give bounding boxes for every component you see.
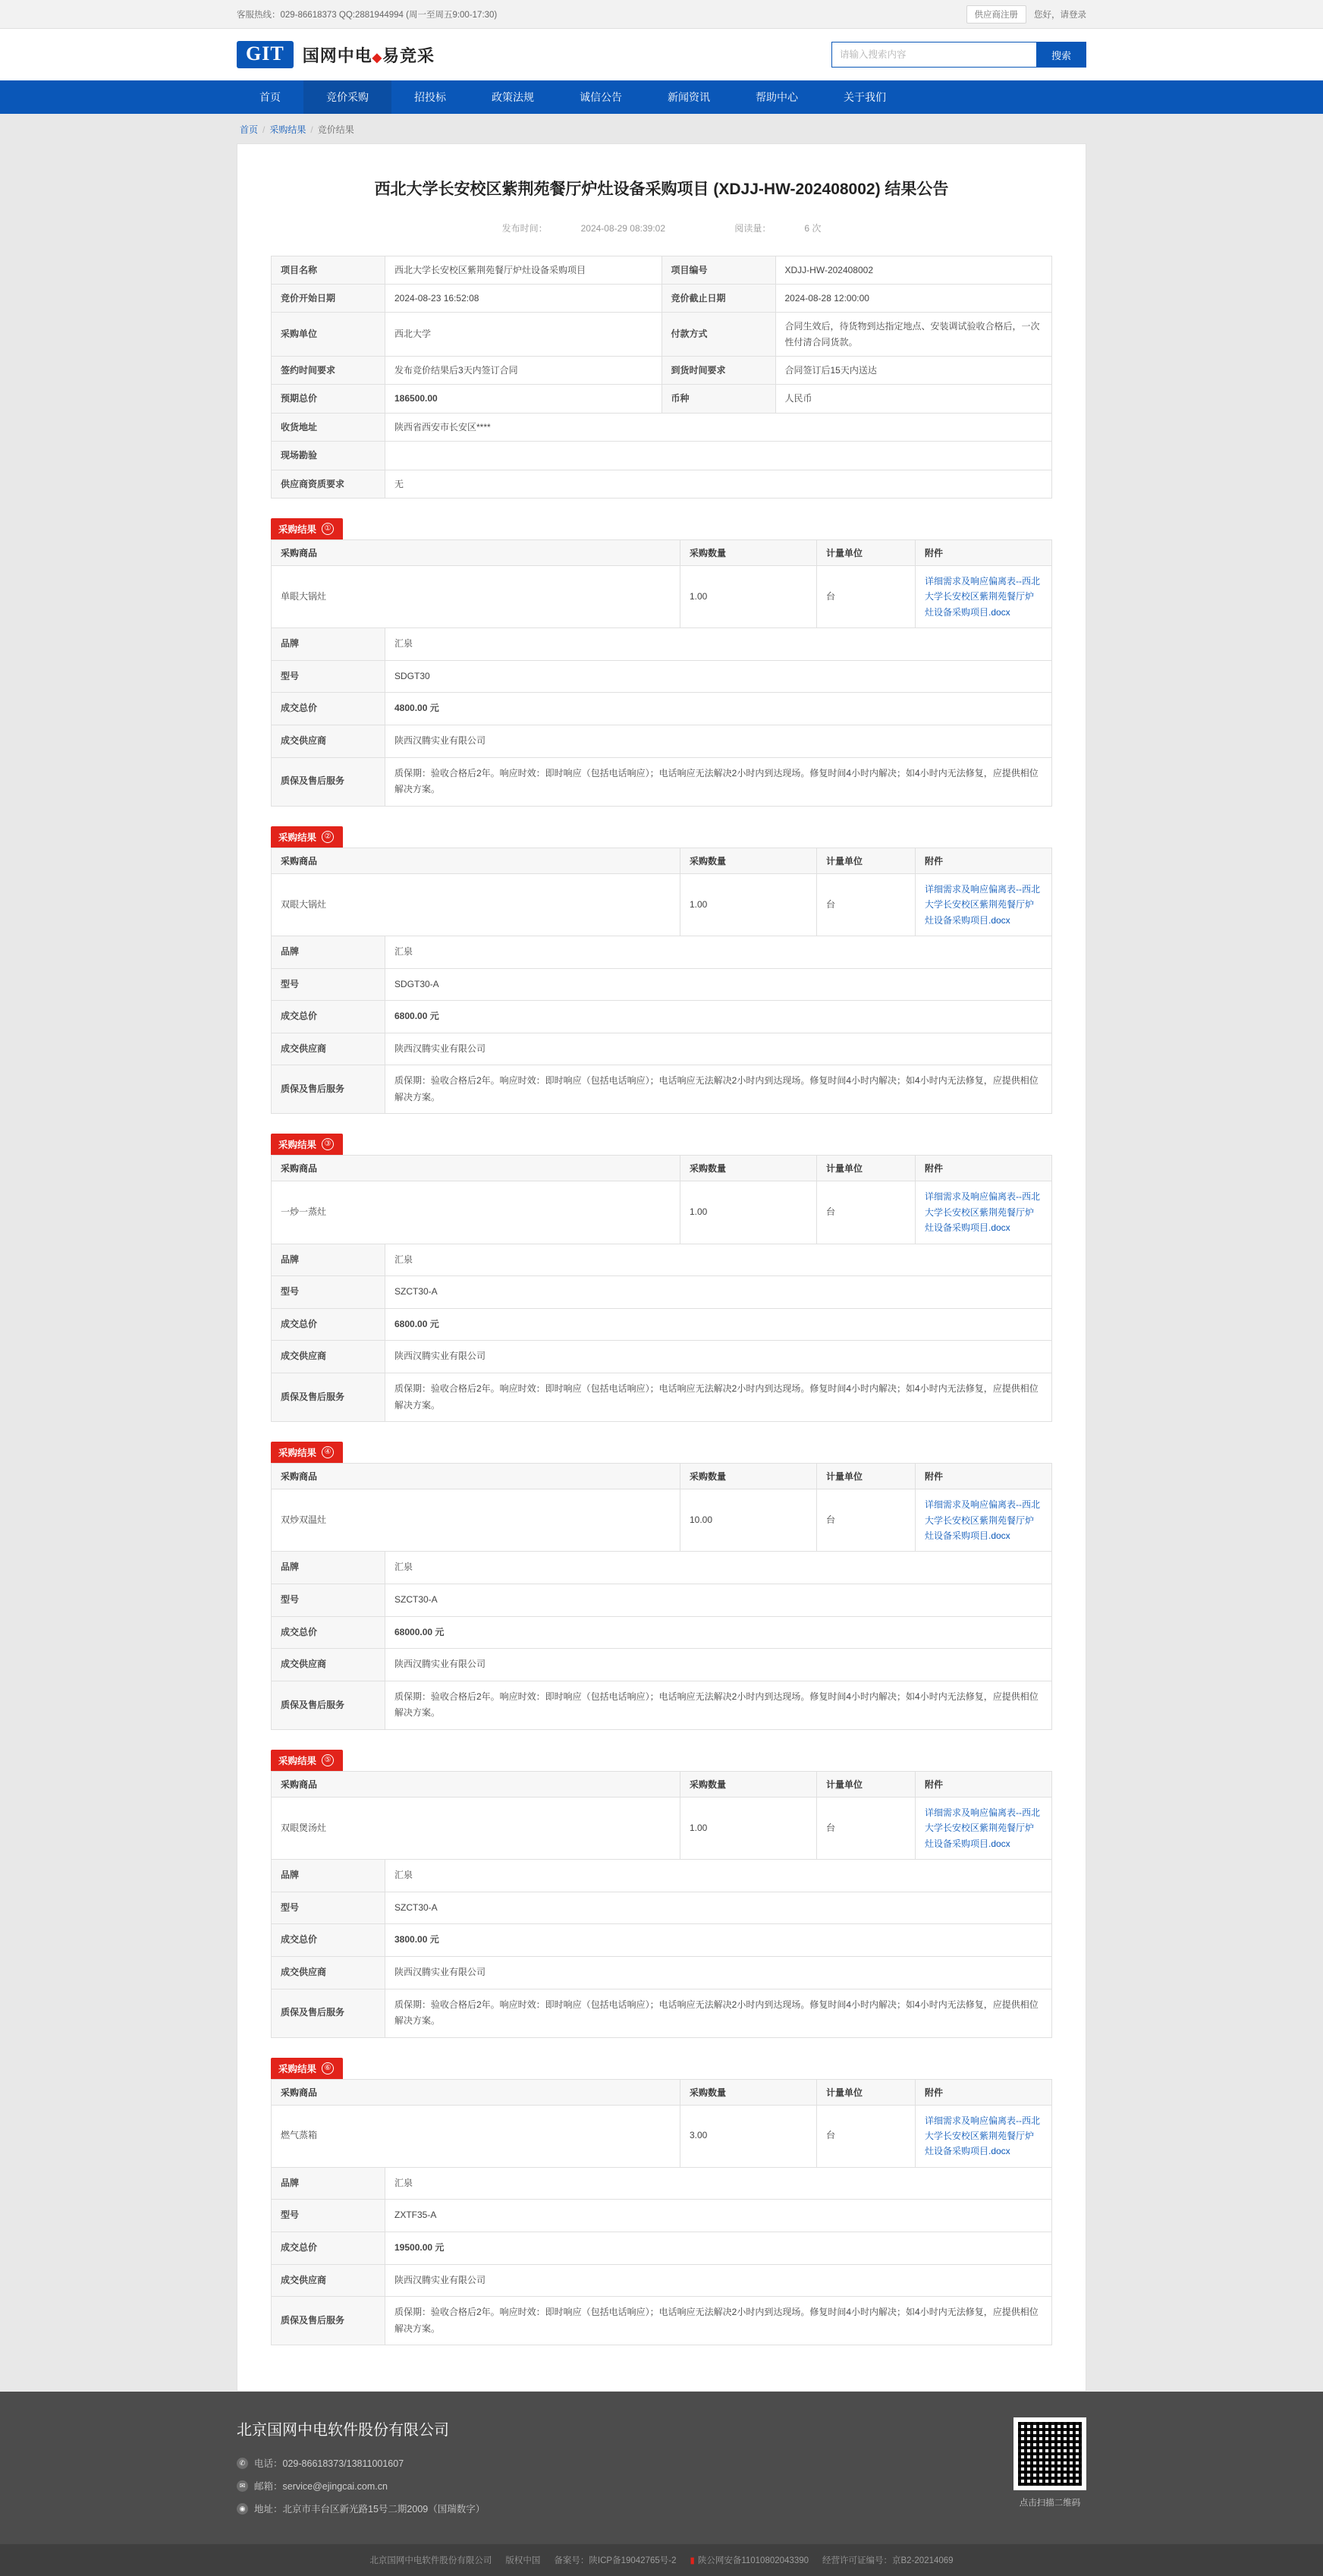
- result-index-badge: ⑤: [322, 1754, 334, 1766]
- info-value: 无: [385, 470, 1052, 498]
- copyright-rights: 版权中国: [505, 2556, 541, 2566]
- footer-phone: ✆ 电话：029-86618373/13811001607: [237, 2456, 485, 2470]
- column-header: 附件: [916, 540, 1052, 566]
- result-block: [271, 826, 1052, 1115]
- detail-row: [272, 1373, 1052, 1422]
- result-tag: [271, 1750, 343, 1771]
- nav-item-3[interactable]: 政策法规: [492, 91, 534, 103]
- detail-value-supplier: 陕西汉腾实业有限公司: [385, 1956, 1052, 1989]
- detail-value-model: SDGT30: [385, 660, 1052, 693]
- detail-label-supplier: 成交供应商: [272, 2264, 385, 2297]
- result-index-badge: ②: [322, 831, 334, 843]
- result-table: [271, 539, 1052, 807]
- result-block: [271, 1134, 1052, 1422]
- detail-row: [272, 628, 1052, 661]
- detail-value-total: 6800.00 元: [385, 1308, 1052, 1341]
- detail-value-service: 质保期：验收合格后2年。响应时效：即时响应（包括电话响应）；电话响应无法解决2小时内到达现场。修复时间4小时内解决；如4小时内无法修复，应提供相位解决方案。: [385, 1373, 1052, 1422]
- detail-value-total: 68000.00 元: [385, 1616, 1052, 1649]
- detail-label-supplier: 成交供应商: [272, 1649, 385, 1681]
- nav-item-4[interactable]: 诚信公告: [580, 91, 622, 103]
- column-header: 采购数量: [680, 1771, 817, 1797]
- detail-value-model: SZCT30-A: [385, 1892, 1052, 1924]
- detail-row: [272, 660, 1052, 693]
- goods-name: 一炒一蒸灶: [272, 1181, 680, 1244]
- column-header: 计量单位: [817, 1464, 916, 1489]
- site-header: [0, 29, 1323, 80]
- brand-title: 国网中电◆易竞采: [302, 46, 435, 65]
- detail-row: [272, 2297, 1052, 2345]
- detail-value-service: 质保期：验收合格后2年。响应时效：即时响应（包括电话响应）；电话响应无法解决2小时内到达现场。修复时间4小时内解决；如4小时内无法修复，应提供相位解决方案。: [385, 1065, 1052, 1114]
- info-label: 签约时间要求: [272, 357, 385, 385]
- column-header: 附件: [916, 1156, 1052, 1181]
- result-index-badge: ④: [322, 1446, 334, 1458]
- detail-row: [272, 2264, 1052, 2297]
- nav-item-7[interactable]: 关于我们: [844, 91, 886, 103]
- result-table: [271, 1155, 1052, 1422]
- info-row: [272, 385, 1052, 413]
- detail-label-service: 质保及售后服务: [272, 1681, 385, 1729]
- result-block: [271, 1442, 1052, 1730]
- info-value: 人民币: [775, 385, 1052, 413]
- result-index-badge: ③: [322, 1138, 334, 1150]
- detail-row: [272, 1001, 1052, 1033]
- goods-name: 燃气蒸箱: [272, 2105, 680, 2167]
- detail-value-supplier: 陕西汉腾实业有限公司: [385, 1033, 1052, 1065]
- detail-row: [272, 1065, 1052, 1114]
- column-header: 附件: [916, 1771, 1052, 1797]
- info-label: 竞价截止日期: [662, 284, 775, 312]
- detail-row: [272, 1308, 1052, 1341]
- doc-meta: 发布时间： 2024-08-29 08:39:02 阅读量： 6 次: [501, 222, 822, 234]
- column-header: 计量单位: [817, 848, 916, 873]
- login-greeting[interactable]: 您好，请登录: [1034, 10, 1086, 20]
- goods-row: [272, 1797, 1052, 1859]
- copyright-company: 北京国网中电软件股份有限公司: [369, 2556, 492, 2566]
- info-label: 项目编号: [662, 256, 775, 284]
- goods-row: [272, 1489, 1052, 1552]
- goods-quantity: 1.00: [680, 566, 817, 628]
- result-table: [271, 2079, 1052, 2346]
- detail-row: [272, 1244, 1052, 1276]
- hotline-text: 客服热线：029-86618373 QQ:2881944994 (周一至周五9:00-17:30): [237, 10, 498, 20]
- detail-value-supplier: 陕西汉腾实业有限公司: [385, 1341, 1052, 1373]
- phone-icon: ✆: [237, 2458, 248, 2469]
- column-header: 采购商品: [272, 848, 680, 873]
- goods-name: 双眼煲汤灶: [272, 1797, 680, 1859]
- detail-label-model: 型号: [272, 2200, 385, 2232]
- logo-mark: GIT: [237, 41, 294, 68]
- result-header-row: [272, 1464, 1052, 1489]
- attachment-cell: [916, 873, 1052, 936]
- footer-company: 北京国网中电软件股份有限公司: [237, 2422, 449, 2439]
- result-index-badge: ①: [322, 523, 334, 535]
- detail-row: [272, 725, 1052, 757]
- detail-value-model: SDGT30-A: [385, 968, 1052, 1001]
- result-header-row: [272, 540, 1052, 566]
- info-value: 2024-08-28 12:00:00: [775, 284, 1052, 312]
- info-row: [272, 470, 1052, 498]
- result-header-row: [272, 1156, 1052, 1181]
- info-value: 186500.00: [385, 385, 662, 413]
- detail-label-model: 型号: [272, 1584, 385, 1616]
- attachment-cell: [916, 1181, 1052, 1244]
- attachment-cell: [916, 1489, 1052, 1552]
- detail-label-service: 质保及售后服务: [272, 1989, 385, 2037]
- detail-value-supplier: 陕西汉腾实业有限公司: [385, 725, 1052, 757]
- goods-row: [272, 566, 1052, 628]
- goods-quantity: 3.00: [680, 2105, 817, 2167]
- detail-value-service: 质保期：验收合格后2年。响应时效：即时响应（包括电话响应）；电话响应无法解决2小时内到达现场。修复时间4小时内解决；如4小时内无法修复，应提供相位解决方案。: [385, 1681, 1052, 1729]
- info-row: [272, 256, 1052, 284]
- result-tag: [271, 518, 343, 539]
- attachment-link[interactable]: 详细需求及响应偏离表--西北大学长安校区紫荆苑餐厅炉灶设备采购项目.docx: [925, 576, 1040, 618]
- column-header: 采购商品: [272, 1464, 680, 1489]
- result-block: [271, 1750, 1052, 2038]
- diamond-icon: ◆: [372, 51, 383, 64]
- column-header: 附件: [916, 2079, 1052, 2105]
- info-label: 供应商资质要求: [272, 470, 385, 498]
- result-table: [271, 1771, 1052, 2038]
- detail-row: [272, 1341, 1052, 1373]
- detail-value-service: 质保期：验收合格后2年。响应时效：即时响应（包括电话响应）；电话响应无法解决2小时内到达现场。修复时间4小时内解决；如4小时内无法修复，应提供相位解决方案。: [385, 2297, 1052, 2345]
- detail-row: [272, 1584, 1052, 1616]
- detail-row: [272, 757, 1052, 806]
- detail-row: [272, 1956, 1052, 1989]
- detail-label-brand: 品牌: [272, 936, 385, 968]
- info-label: 预期总价: [272, 385, 385, 413]
- detail-value-model: SZCT30-A: [385, 1276, 1052, 1309]
- detail-label-total: 成交总价: [272, 2232, 385, 2265]
- result-tag: [271, 826, 343, 848]
- detail-value-service: 质保期：验收合格后2年。响应时效：即时响应（包括电话响应）；电话响应无法解决2小时内到达现场。修复时间4小时内解决；如4小时内无法修复，应提供相位解决方案。: [385, 757, 1052, 806]
- qr-caption: 点击扫描二维码: [1019, 2499, 1081, 2508]
- column-header: 采购商品: [272, 540, 680, 566]
- detail-row: [272, 1681, 1052, 1729]
- goods-unit: 台: [817, 873, 916, 936]
- column-header: 采购商品: [272, 2079, 680, 2105]
- result-tag-label: 采购结果: [278, 524, 317, 536]
- goods-name: 双炒双温灶: [272, 1489, 680, 1552]
- detail-label-supplier: 成交供应商: [272, 1956, 385, 1989]
- detail-row: [272, 1989, 1052, 2037]
- info-value: 合同生效后，待货物到达指定地点、安装调试验收合格后，一次性付清合同货款。: [775, 313, 1052, 357]
- result-tag-label: 采购结果: [278, 1140, 317, 1151]
- detail-row: [272, 2232, 1052, 2265]
- goods-unit: 台: [817, 1797, 916, 1859]
- goods-row: [272, 2105, 1052, 2167]
- breadcrumb-item-current: 竞价结果: [317, 124, 354, 135]
- info-value: 2024-08-23 16:52:08: [385, 284, 662, 312]
- detail-label-model: 型号: [272, 1276, 385, 1309]
- detail-value-total: 4800.00 元: [385, 693, 1052, 725]
- column-header: 采购数量: [680, 1156, 817, 1181]
- detail-value-brand: 汇泉: [385, 2167, 1052, 2200]
- detail-row: [272, 2167, 1052, 2200]
- detail-label-total: 成交总价: [272, 693, 385, 725]
- column-header: 附件: [916, 1464, 1052, 1489]
- detail-row: [272, 1552, 1052, 1584]
- goods-name: 双眼大锅灶: [272, 873, 680, 936]
- detail-row: [272, 936, 1052, 968]
- view-count: 6 次: [804, 222, 822, 234]
- info-row: [272, 442, 1052, 470]
- attachment-cell: [916, 2105, 1052, 2167]
- result-block: [271, 518, 1052, 807]
- attachment-link[interactable]: 详细需求及响应偏离表--西北大学长安校区紫荆苑餐厅炉灶设备采购项目.docx: [925, 1191, 1040, 1234]
- info-value: 合同签订后15天内送达: [775, 357, 1052, 385]
- info-label: 竞价开始日期: [272, 284, 385, 312]
- detail-row: [272, 2200, 1052, 2232]
- detail-row: [272, 1616, 1052, 1649]
- column-header: 采购数量: [680, 848, 817, 873]
- attachment-cell: [916, 566, 1052, 628]
- business-license: 经营许可证编号：京B2-20214069: [822, 2556, 954, 2566]
- result-tag-label: 采购结果: [278, 2063, 317, 2074]
- detail-label-supplier: 成交供应商: [272, 725, 385, 757]
- info-label: 现场勘验: [272, 442, 385, 470]
- nav-item-2[interactable]: 招投标: [414, 91, 446, 103]
- detail-value-brand: 汇泉: [385, 1860, 1052, 1892]
- detail-label-service: 质保及售后服务: [272, 1065, 385, 1114]
- footer-email: ✉ 邮箱：service@ejingcai.com.cn: [237, 2479, 485, 2493]
- page-title: 西北大学长安校区紫荆苑餐厅炉灶设备采购项目 (XDJJ-HW-202408002) 结果公告: [374, 181, 949, 198]
- info-value: 西北大学: [385, 313, 662, 357]
- detail-label-service: 质保及售后服务: [272, 757, 385, 806]
- info-label: 收货地址: [272, 413, 385, 441]
- info-value: 陕西省西安市长安区****: [385, 413, 1052, 441]
- result-tag: [271, 2058, 343, 2079]
- detail-label-brand: 品牌: [272, 2167, 385, 2200]
- column-header: 采购数量: [680, 1464, 817, 1489]
- detail-value-brand: 汇泉: [385, 628, 1052, 661]
- detail-label-model: 型号: [272, 1892, 385, 1924]
- goods-quantity: 1.00: [680, 1797, 817, 1859]
- column-header: 计量单位: [817, 1156, 916, 1181]
- info-value: XDJJ-HW-202408002: [775, 256, 1052, 284]
- detail-row: [272, 693, 1052, 725]
- breadcrumb-item-home[interactable]: 首页: [240, 124, 259, 135]
- qr-code-block[interactable]: [1013, 2417, 1086, 2508]
- search-box[interactable]: [831, 42, 1086, 68]
- info-label: 项目名称: [272, 256, 385, 284]
- nav-item-6[interactable]: 帮助中心: [756, 91, 798, 103]
- detail-value-model: ZXTF35-A: [385, 2200, 1052, 2232]
- attachment-cell: [916, 1797, 1052, 1859]
- result-tag-label: 采购结果: [278, 1755, 317, 1766]
- detail-value-service: 质保期：验收合格后2年。响应时效：即时响应（包括电话响应）；电话响应无法解决2小时内到达现场。修复时间4小时内解决；如4小时内无法修复，应提供相位解决方案。: [385, 1989, 1052, 2037]
- detail-label-service: 质保及售后服务: [272, 2297, 385, 2345]
- result-header-row: [272, 2079, 1052, 2105]
- detail-row: [272, 1033, 1052, 1065]
- goods-row: [272, 873, 1052, 936]
- detail-value-total: 3800.00 元: [385, 1924, 1052, 1957]
- info-value: [385, 442, 1052, 470]
- column-header: 采购商品: [272, 1156, 680, 1181]
- detail-value-brand: 汇泉: [385, 936, 1052, 968]
- column-header: 计量单位: [817, 1771, 916, 1797]
- result-header-row: [272, 1771, 1052, 1797]
- info-label: 到货时间要求: [662, 357, 775, 385]
- result-index-badge: ⑥: [322, 2062, 334, 2074]
- copyright-bar: [0, 2544, 1323, 2576]
- search-input[interactable]: [831, 42, 1036, 68]
- goods-name: 单眼大锅灶: [272, 566, 680, 628]
- result-table: [271, 1463, 1052, 1730]
- detail-row: [272, 968, 1052, 1001]
- column-header: 采购数量: [680, 2079, 817, 2105]
- announcement-card: [237, 143, 1086, 2392]
- detail-value-supplier: 陕西汉腾实业有限公司: [385, 1649, 1052, 1681]
- column-header: 采购数量: [680, 540, 817, 566]
- info-row: [272, 357, 1052, 385]
- detail-row: [272, 1649, 1052, 1681]
- nav-item-1[interactable]: 竞价采购: [303, 80, 391, 114]
- result-tag: [271, 1442, 343, 1463]
- goods-unit: 台: [817, 1181, 916, 1244]
- info-value: 发布竞价结果后3天内签订合同: [385, 357, 662, 385]
- goods-quantity: 1.00: [680, 873, 817, 936]
- detail-label-total: 成交总价: [272, 1924, 385, 1957]
- detail-row: [272, 1924, 1052, 1957]
- detail-label-total: 成交总价: [272, 1308, 385, 1341]
- goods-unit: 台: [817, 2105, 916, 2167]
- attachment-link[interactable]: 详细需求及响应偏离表--西北大学长安校区紫荆苑餐厅炉灶设备采购项目.docx: [925, 1807, 1040, 1849]
- info-label: 币种: [662, 385, 775, 413]
- detail-value-total: 6800.00 元: [385, 1001, 1052, 1033]
- detail-label-model: 型号: [272, 660, 385, 693]
- main-nav: [0, 80, 1323, 114]
- utility-bar: [0, 0, 1323, 29]
- mail-icon: ✉: [237, 2480, 248, 2492]
- detail-label-service: 质保及售后服务: [272, 1373, 385, 1422]
- result-header-row: [272, 848, 1052, 873]
- detail-row: [272, 1892, 1052, 1924]
- site-footer: [0, 2392, 1323, 2544]
- goods-row: [272, 1181, 1052, 1244]
- attachment-link[interactable]: 详细需求及响应偏离表--西北大学长安校区紫荆苑餐厅炉灶设备采购项目.docx: [925, 1499, 1040, 1541]
- attachment-link[interactable]: 详细需求及响应偏离表--西北大学长安校区紫荆苑餐厅炉灶设备采购项目.docx: [925, 883, 1040, 926]
- result-table: [271, 848, 1052, 1115]
- detail-label-total: 成交总价: [272, 1616, 385, 1649]
- shield-icon: ▮: [690, 2556, 695, 2566]
- nav-item-5[interactable]: 新闻资讯: [668, 91, 710, 103]
- location-pin-icon: ◉: [237, 2503, 248, 2515]
- breadcrumb: 首页 / 采购结果 / 竞价结果: [240, 124, 354, 135]
- detail-label-brand: 品牌: [272, 1552, 385, 1584]
- info-row: [272, 413, 1052, 441]
- detail-label-brand: 品牌: [272, 1244, 385, 1276]
- column-header: 计量单位: [817, 540, 916, 566]
- project-info-table: [271, 256, 1052, 499]
- detail-value-supplier: 陕西汉腾实业有限公司: [385, 2264, 1052, 2297]
- column-header: 计量单位: [817, 2079, 916, 2105]
- detail-row: [272, 1860, 1052, 1892]
- search-button[interactable]: 搜索: [1036, 42, 1086, 68]
- result-tag-label: 采购结果: [278, 1448, 317, 1459]
- result-tag: [271, 1134, 343, 1155]
- detail-label-brand: 品牌: [272, 1860, 385, 1892]
- detail-label-supplier: 成交供应商: [272, 1033, 385, 1065]
- brand-logo[interactable]: [237, 41, 435, 68]
- detail-label-total: 成交总价: [272, 1001, 385, 1033]
- goods-unit: 台: [817, 566, 916, 628]
- detail-label-brand: 品牌: [272, 628, 385, 661]
- publish-time: 2024-08-29 08:39:02: [580, 222, 666, 234]
- police-record: ▮ 陕公网安备11010802043390: [690, 2556, 809, 2566]
- detail-value-brand: 汇泉: [385, 1244, 1052, 1276]
- detail-value-brand: 汇泉: [385, 1552, 1052, 1584]
- info-row: [272, 284, 1052, 312]
- info-row: [272, 313, 1052, 357]
- attachment-link[interactable]: 详细需求及响应偏离表--西北大学长安校区紫荆苑餐厅炉灶设备采购项目.docx: [925, 2115, 1040, 2157]
- detail-label-supplier: 成交供应商: [272, 1341, 385, 1373]
- info-label: 付款方式: [662, 313, 775, 357]
- breadcrumb-item-results[interactable]: 采购结果: [269, 124, 306, 135]
- detail-row: [272, 1276, 1052, 1309]
- goods-unit: 台: [817, 1489, 916, 1552]
- goods-quantity: 1.00: [680, 1181, 817, 1244]
- result-tag-label: 采购结果: [278, 832, 317, 843]
- icp-record: 备案号：陕ICP备19042765号-2: [554, 2556, 677, 2566]
- info-value: 西北大学长安校区紫荆苑餐厅炉灶设备采购项目: [385, 256, 662, 284]
- supplier-register-button[interactable]: 供应商注册: [966, 5, 1027, 24]
- detail-value-model: SZCT30-A: [385, 1584, 1052, 1616]
- nav-item-0[interactable]: 首页: [259, 91, 281, 103]
- result-block: [271, 2058, 1052, 2346]
- column-header: 附件: [916, 848, 1052, 873]
- detail-label-model: 型号: [272, 968, 385, 1001]
- goods-quantity: 10.00: [680, 1489, 817, 1552]
- qr-code-image: [1013, 2417, 1086, 2490]
- info-label: 采购单位: [272, 313, 385, 357]
- footer-address: ◉ 地址：北京市丰台区新光路15号二期2009（国瑞数字）: [237, 2502, 485, 2515]
- detail-value-total: 19500.00 元: [385, 2232, 1052, 2265]
- column-header: 采购商品: [272, 1771, 680, 1797]
